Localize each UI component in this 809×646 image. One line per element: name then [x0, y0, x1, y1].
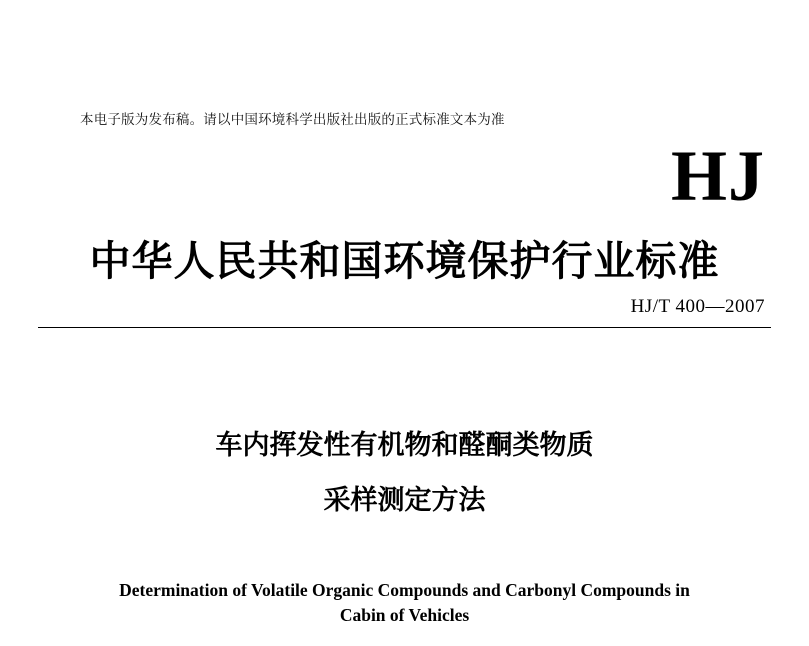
hj-standard-mark: HJ: [670, 136, 765, 216]
subject-title: [0, 432, 809, 514]
english-title: [0, 578, 809, 629]
electronic-version-notice: 本电子版为发布稿。请以中国环境科学出版社出版的正式标准文本为准: [80, 112, 505, 128]
subject-title-line-1: 车内挥发性有机物和醛酮类物质: [215, 430, 594, 461]
subject-title-line-2: 采样测定方法: [323, 485, 486, 516]
horizontal-divider: [38, 327, 771, 328]
page-title: 中华人民共和国环境保护行业标准: [89, 237, 720, 285]
standard-number: HJ/T 400—2007: [630, 296, 765, 317]
english-title-line-2: Cabin of Vehicles: [339, 605, 470, 626]
english-title-line-1: Determination of Volatile Organic Compounds and Carbonyl Compounds in: [119, 580, 690, 600]
